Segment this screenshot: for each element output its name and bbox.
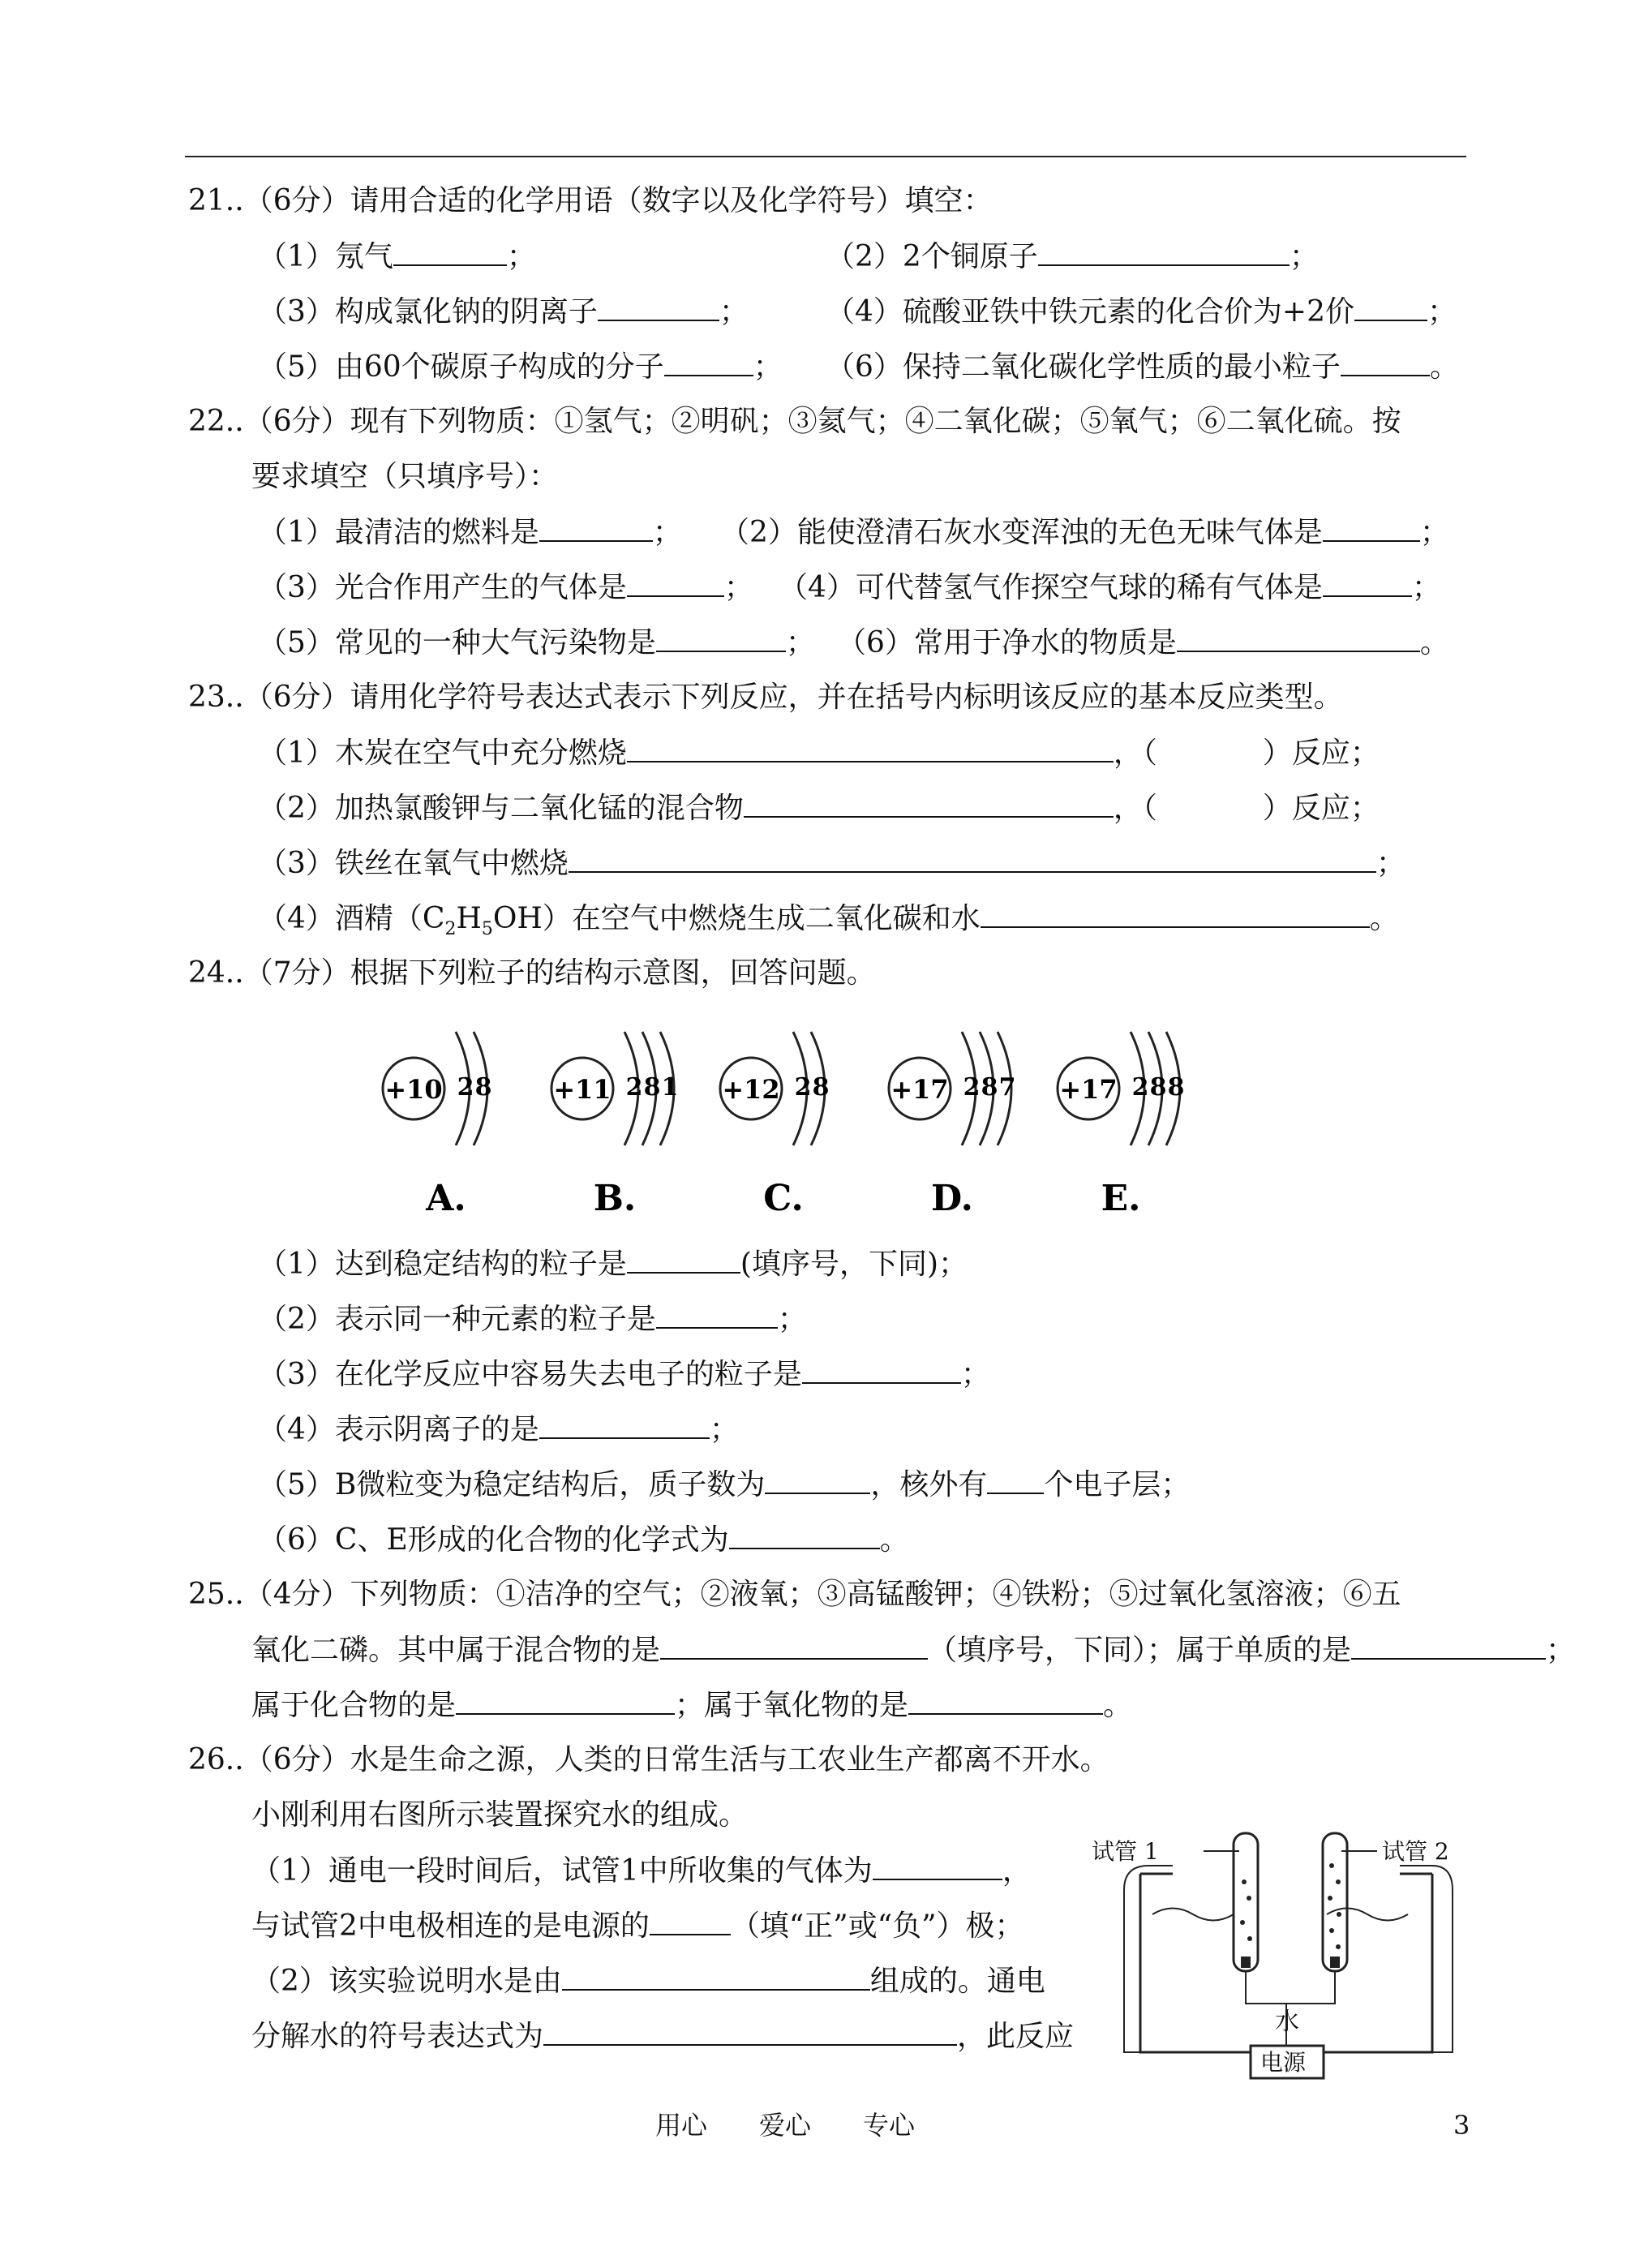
answer-blank[interactable] bbox=[1323, 513, 1420, 542]
answer-blank[interactable] bbox=[562, 1961, 870, 1991]
q24-item-3: （3）在化学反应中容易失去电子的粒子是 ； bbox=[258, 1355, 990, 1394]
q23-item-4: （4）酒精$(C_2H_5OH)$在空气中燃烧生成二氧化碳和水 。 bbox=[258, 899, 1399, 949]
atom-label: D. bbox=[931, 1178, 973, 1219]
q24-item-2: （2）表示同一种元素的粒子是 ； bbox=[258, 1299, 807, 1339]
tube-1-label: 试管 1 bbox=[1092, 1838, 1159, 1865]
q25-line-2: 氧化二磷。其中属于混合物的是 （填序号，下同）；属于单质的是 ； bbox=[251, 1630, 1575, 1670]
answer-blank[interactable] bbox=[627, 1244, 740, 1274]
atom-label: E. bbox=[1101, 1178, 1141, 1219]
answer-blank[interactable] bbox=[627, 568, 724, 597]
answer-blank[interactable] bbox=[1341, 347, 1430, 376]
q24-item-6: （6）C、E形成的化合物的化学式为 。 bbox=[258, 1520, 909, 1560]
q21-item-2: （2）2个铜原子 ； bbox=[826, 237, 1319, 277]
atom-diagram bbox=[551, 1032, 678, 1219]
q24-item-1: （1）达到稳定结构的粒子是 (填序号，下同)； bbox=[258, 1244, 968, 1284]
answer-blank[interactable] bbox=[981, 899, 1370, 928]
q21-item-6: （6）保持二氧化碳化学性质的最小粒子 。 bbox=[826, 347, 1459, 387]
atom-label: C. bbox=[763, 1178, 804, 1219]
q26-line-4: 与试管2中电极相连的是电源的 （填“正”或“负”）极； bbox=[251, 1906, 1024, 1946]
atom-diagram bbox=[383, 1032, 491, 1219]
footer-motto: 用心 爱心 专心 bbox=[655, 2110, 916, 2141]
q23-item-2: （2）加热氯酸钾与二氧化锰的混合物 ，（ ）反应； bbox=[258, 788, 1380, 828]
answer-blank[interactable] bbox=[744, 788, 1114, 818]
answer-blank[interactable] bbox=[539, 1410, 710, 1439]
answer-blank[interactable] bbox=[627, 733, 1114, 762]
answer-blank[interactable] bbox=[802, 1355, 961, 1384]
test-tube-2 bbox=[1323, 1833, 1347, 1971]
q24-heading: 24..（7分）根据下列粒子的结构示意图，回答问题。 bbox=[188, 956, 876, 990]
power-label: 电源 bbox=[1260, 2049, 1307, 2076]
q21-item-3: （3）构成氯化钠的阴离子 ； bbox=[258, 292, 749, 332]
q22-item-1: （1）最清洁的燃料是 ； bbox=[258, 513, 682, 552]
answer-blank[interactable] bbox=[873, 1851, 1002, 1880]
nucleus-charge: +17 bbox=[1059, 1074, 1118, 1105]
q21-item-1: （1）氖气 ； bbox=[258, 237, 536, 277]
answer-blank[interactable] bbox=[656, 623, 786, 652]
q26-line-3: （1）通电一段时间后，试管1中所收集的气体为 ， bbox=[251, 1851, 1032, 1891]
atomic-structure-diagrams bbox=[381, 1014, 1225, 1225]
q24-item-5: （5）B微粒变为稳定结构后，质子数为 ，核外有 个电子层； bbox=[258, 1465, 1190, 1505]
q22-heading-cont: 要求填空（只填序号）： bbox=[251, 460, 559, 493]
atom-diagram bbox=[889, 1032, 1015, 1219]
q25-line-3: 属于化合物的是 ；属于氧化物的是 。 bbox=[251, 1686, 1132, 1725]
answer-blank[interactable] bbox=[569, 844, 1376, 873]
water-label: 水 bbox=[1275, 2008, 1299, 2036]
shell-electron-count: 1 bbox=[661, 1073, 679, 1102]
q24-item-4: （4）表示阴离子的是 ； bbox=[258, 1410, 739, 1450]
atom-diagram bbox=[1058, 1032, 1184, 1219]
q21-heading: 21..（6分）请用合适的化学用语（数字以及化学符号）填空： bbox=[188, 184, 993, 217]
answer-blank[interactable] bbox=[650, 1906, 731, 1935]
answer-blank[interactable] bbox=[664, 347, 753, 376]
answer-blank[interactable] bbox=[656, 1299, 778, 1329]
answer-blank[interactable] bbox=[1323, 568, 1412, 597]
nucleus-charge: +12 bbox=[722, 1074, 780, 1105]
shell-electron-count: 7 bbox=[998, 1073, 1016, 1102]
shell-electron-count: 8 bbox=[643, 1073, 661, 1102]
electrolysis-apparatus-diagram bbox=[1092, 1817, 1473, 2085]
q22-item-4: （4）可代替氢气作探空气球的稀有气体是 ； bbox=[779, 568, 1441, 608]
electrode-1 bbox=[1241, 1957, 1251, 1968]
q26-line-6: 分解水的符号表达式为 ，此反应 bbox=[251, 2017, 1074, 2056]
electrode-2 bbox=[1330, 1957, 1340, 1968]
q21-item-4: （4）硫酸亚铁中铁元素的化合价为+2价 ； bbox=[826, 292, 1457, 332]
tube-2-label: 试管 2 bbox=[1382, 1838, 1449, 1865]
shell-electron-count: 8 bbox=[474, 1073, 492, 1102]
answer-blank[interactable] bbox=[1038, 237, 1290, 266]
answer-blank[interactable] bbox=[987, 1465, 1044, 1494]
shell-electron-count: 8 bbox=[1149, 1073, 1167, 1102]
answer-blank[interactable] bbox=[456, 1686, 675, 1715]
nucleus-charge: +10 bbox=[384, 1074, 443, 1105]
atom-label: A. bbox=[426, 1178, 466, 1219]
q22-item-5: （5）常见的一种大气污染物是 ； bbox=[258, 623, 815, 663]
answer-blank[interactable] bbox=[1354, 292, 1427, 321]
shell-electron-count: 2 bbox=[1131, 1073, 1149, 1102]
nucleus-charge: +11 bbox=[553, 1074, 612, 1105]
q22-item-2: （2）能使澄清石灰水变浑浊的无色无味气体是 ； bbox=[720, 513, 1449, 552]
shell-electron-count: 2 bbox=[963, 1073, 981, 1102]
answer-blank[interactable] bbox=[660, 1630, 928, 1660]
q21-item-5: （5）由60个碳原子构成的分子 ； bbox=[258, 347, 783, 387]
q23-heading: 23..（6分）请用化学符号表达式表示下列反应，并在括号内标明该反应的基本反应类型。 bbox=[188, 681, 1343, 714]
q23-item-1: （1）木炭在空气中充分燃烧 ，（ ）反应； bbox=[258, 733, 1380, 773]
answer-blank[interactable] bbox=[543, 2017, 957, 2046]
answer-blank[interactable] bbox=[765, 1465, 870, 1494]
shell-electron-count: 2 bbox=[457, 1073, 474, 1102]
q22-item-3: （3）光合作用产生的气体是 ； bbox=[258, 568, 753, 608]
shell-electron-count: 2 bbox=[794, 1073, 812, 1102]
shell-electron-count: 8 bbox=[812, 1073, 830, 1102]
shell-electron-count: 8 bbox=[981, 1073, 998, 1102]
q23-item-3: （3）铁丝在氧气中燃烧 ； bbox=[258, 844, 1405, 883]
electrode-wire bbox=[1246, 1971, 1335, 2004]
q25-heading: 25..（4分）下列物质：①洁净的空气；②液氧；③高锰酸钾；④铁粉；⑤过氧化氢溶液；⑥五 bbox=[188, 1578, 1401, 1611]
q26-line-2: 小刚利用右图所示装置探究水的组成。 bbox=[251, 1798, 749, 1832]
answer-blank[interactable] bbox=[1177, 623, 1420, 652]
answer-blank[interactable] bbox=[393, 237, 507, 266]
nucleus-charge: +17 bbox=[890, 1074, 949, 1105]
shell-electron-count: 8 bbox=[1167, 1073, 1185, 1102]
answer-blank[interactable] bbox=[729, 1520, 880, 1549]
q26-heading: 26..（6分）水是生命之源，人类的日常生活与工农业生产都离不开水。 bbox=[188, 1743, 1109, 1776]
test-tube-1 bbox=[1234, 1833, 1258, 1971]
atom-diagram bbox=[720, 1032, 829, 1219]
atom-label: B. bbox=[593, 1178, 637, 1219]
q22-heading: 22..（6分）现有下列物质：①氢气；②明矾；③氦气；④二氧化碳；⑤氧气；⑥二氧化硫。按 bbox=[188, 405, 1401, 438]
answer-blank[interactable] bbox=[908, 1686, 1103, 1715]
q22-item-6: （6）常用于净水的物质是 。 bbox=[837, 623, 1449, 663]
answer-blank[interactable] bbox=[1351, 1630, 1546, 1660]
answer-blank[interactable] bbox=[598, 292, 719, 321]
shell-electron-count: 2 bbox=[625, 1073, 643, 1102]
header-rule bbox=[185, 156, 1466, 157]
page-number: 3 bbox=[1453, 2110, 1470, 2141]
answer-blank[interactable] bbox=[539, 513, 653, 542]
q26-line-5: （2）该实验说明水是由 组成的。通电 bbox=[251, 1961, 1045, 2001]
